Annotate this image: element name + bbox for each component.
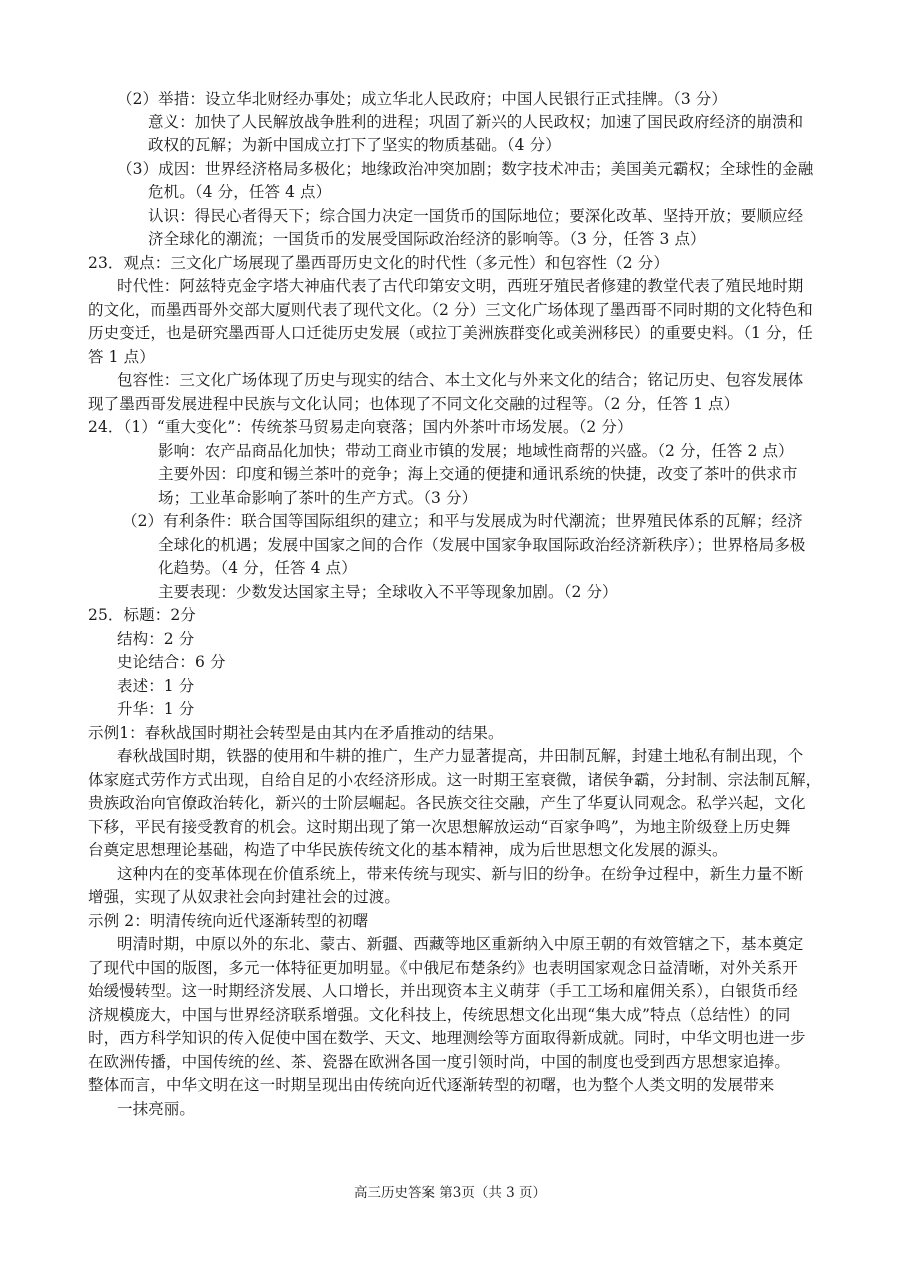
answer-23-inclusive: 包容性：三文化广场体现了历史与现实的结合、本土文化与外来文化的结合；铭记历史、包容发展体: [117, 371, 804, 389]
example-2-paragraph: 明清时期，中原以外的东北、蒙古、新疆、西藏等地区重新纳入中原王朝的有效管辖之下，基本奠定: [117, 935, 804, 953]
example-1-paragraph: 体家庭式劳作方式出现，自给自足的小农经济形成。这一时期王室衰微，诸侯争霸，分封制、宗法制瓦解，: [88, 771, 822, 789]
example-1-paragraph: 下移，平民有接受教育的机会。这时期出现了第一次思想解放运动“百家争鸣”，为地主阶级登上历史舞: [88, 818, 791, 836]
example-1-paragraph: 贵族政治向官僚政治转化，新兴的士阶层崛起。各民族交往交融，产生了华夏认同观念。私学兴起，文化: [88, 794, 806, 812]
example-2-heading: 示例 2：明清传统向近代逐渐转型的初曙: [88, 912, 369, 930]
example-2-paragraph: 在欧洲传播，中国传统的丝、茶、瓷器在欧洲各国一度引领时尚，中国的制度也受到西方思想家追捧。: [88, 1053, 791, 1071]
example-2-conclusion: 一抹亮丽。: [117, 1100, 196, 1118]
answer-23-era: 时代性：阿兹特克金字塔大神庙代表了古代印第安文明，西班牙殖民者修建的教堂代表了殖民地时期: [117, 277, 804, 295]
answer-24-1-impact: 影响：农产品商品化加快；带动工商业市镇的发展；地域性商帮的兴盛。（2 分，任答 2 点）: [158, 442, 794, 460]
answer-23-era-cont: 答 1 点）: [88, 348, 155, 366]
example-2-paragraph: 时，西方科学知识的传入促使中国在数学、天文、地理测绘等方面取得新成就。同时，中华文明也进一步: [88, 1029, 806, 1047]
answer-24-1-external: 主要外因：印度和锡兰茶叶的竞争；海上交通的便捷和通讯系统的快捷，改变了茶叶的供求市: [158, 465, 798, 483]
page-footer: 高三历史答案 第3页（共 3 页）: [353, 1185, 547, 1201]
answer-24-2-conditions-cont: 化趋势。（4 分，任答 4 点）: [158, 559, 357, 577]
answer-23-era-cont: 历史变迁，也是研究墨西哥人口迁徙历史发展（或拉丁美洲族群变化或美洲移民）的重要史料。（1 分，任: [88, 324, 813, 342]
example-1-conclusion: 增强，实现了从奴隶社会向封建社会的过渡。: [88, 888, 401, 906]
answer-25-title-score: 25．标题：2分: [88, 606, 196, 624]
answer-22-2-significance: 意义：加快了人民解放战争胜利的进程；巩固了新兴的人民政权；加速了国民政府经济的崩溃和: [148, 113, 804, 131]
answer-23-viewpoint: 23．观点：三文化广场展现了墨西哥历史文化的时代性（多元性）和包容性（2 分）: [88, 254, 669, 272]
answer-24-2-conditions-cont: 全球化的机遇；发展中国家之间的合作（发展中国家争取国际政治经济新秩序）；世界格局多极: [158, 536, 806, 554]
example-1-paragraph: 台奠定思想理论基础，构造了中华民族传统文化的基本精神，成为后世思想文化发展的源头。: [88, 841, 728, 859]
answer-22-2-significance-cont: 政权的瓦解；为新中国成立打下了坚实的物质基础。（4 分）: [148, 136, 561, 154]
answer-22-2-measures: （2）举措：设立华北财经办事处；成立华北人民政府；中国人民银行正式挂牌。（3 分）: [117, 90, 728, 108]
example-2-conclusion: 整体而言，中华文明在这一时期呈现出由传统向近代逐渐转型的初曙，也为整个人类文明的发展带来: [88, 1076, 775, 1094]
answer-24-2-manifestation: 主要表现：少数发达国家主导；全球收入不平等现象加剧。（2 分）: [158, 583, 618, 601]
example-1-conclusion: 这种内在的变革体现在价值系统上，带来传统与现实、新与旧的纷争。在纷争过程中，新生力量不断: [117, 865, 804, 883]
answer-23-era-cont: 的文化，而墨西哥外交部大厦则代表了现代文化。（2 分）三文化广场体现了墨西哥不同时期的文化特色和: [88, 301, 813, 319]
example-1-paragraph: 春秋战国时期，铁器的使用和牛耕的推广，生产力显著提高，井田制瓦解，封建土地私有制出现，个: [117, 747, 804, 765]
answer-24-1-change: 24．（1）“重大变化”：传统茶马贸易走向衰落；国内外茶叶市场发展。（2 分）: [88, 418, 633, 436]
answer-24-2-conditions: （2）有利条件：联合国等国际组织的建立；和平与发展成为时代潮流；世界殖民体系的瓦解；经济: [122, 512, 803, 530]
example-2-paragraph: 了现代中国的版图，多元一体特征更加明显。《中俄尼布楚条约》也表明国家观念日益清晰，对外关系开: [88, 959, 798, 977]
answer-25-expression-score: 表述：1 分: [117, 677, 195, 695]
answer-25-evidence-score: 史论结合：6 分: [117, 653, 226, 671]
example-2-paragraph: 济规模庞大，中国与世界经济联系增强。文化科技上，传统思想文化出现“集大成”特点（总结性）的同: [88, 1006, 791, 1024]
answer-24-1-external-cont: 场；工业革命影响了茶叶的生产方式。（3 分）: [158, 489, 478, 507]
answer-22-3-causes-cont: 危机。（4 分，任答 4 点）: [148, 183, 332, 201]
answer-25-structure-score: 结构：2 分: [117, 630, 195, 648]
example-1-heading: 示例1：春秋战国时期社会转型是由其内在矛盾推动的结果。: [88, 724, 504, 742]
answer-22-3-understanding-cont: 济全球化的潮流；一国货币的发展受国际政治经济的影响等。（3 分，任答 3 点）: [148, 230, 706, 248]
answer-23-inclusive-cont: 现了墨西哥发展进程中民族与文化认同；也体现了不同文化交融的过程等。（2 分，任答 1 点）: [88, 395, 740, 413]
answer-22-3-causes: （3）成因：世界经济格局多极化；地缘政治冲突加剧；数字技术冲击；美国美元霸权；全球性的金融: [117, 160, 814, 178]
answer-25-sublimation-score: 升华：1 分: [117, 700, 195, 718]
answer-22-3-understanding: 认识：得民心者得天下；综合国力决定一国货币的国际地位；要深化改革、坚持开放；要顺应经: [148, 207, 804, 225]
example-2-paragraph: 始缓慢转型。这一时期经济发展、人口增长，并出现资本主义萌芽（手工工场和雇佣关系），白银货币经: [88, 982, 798, 1000]
